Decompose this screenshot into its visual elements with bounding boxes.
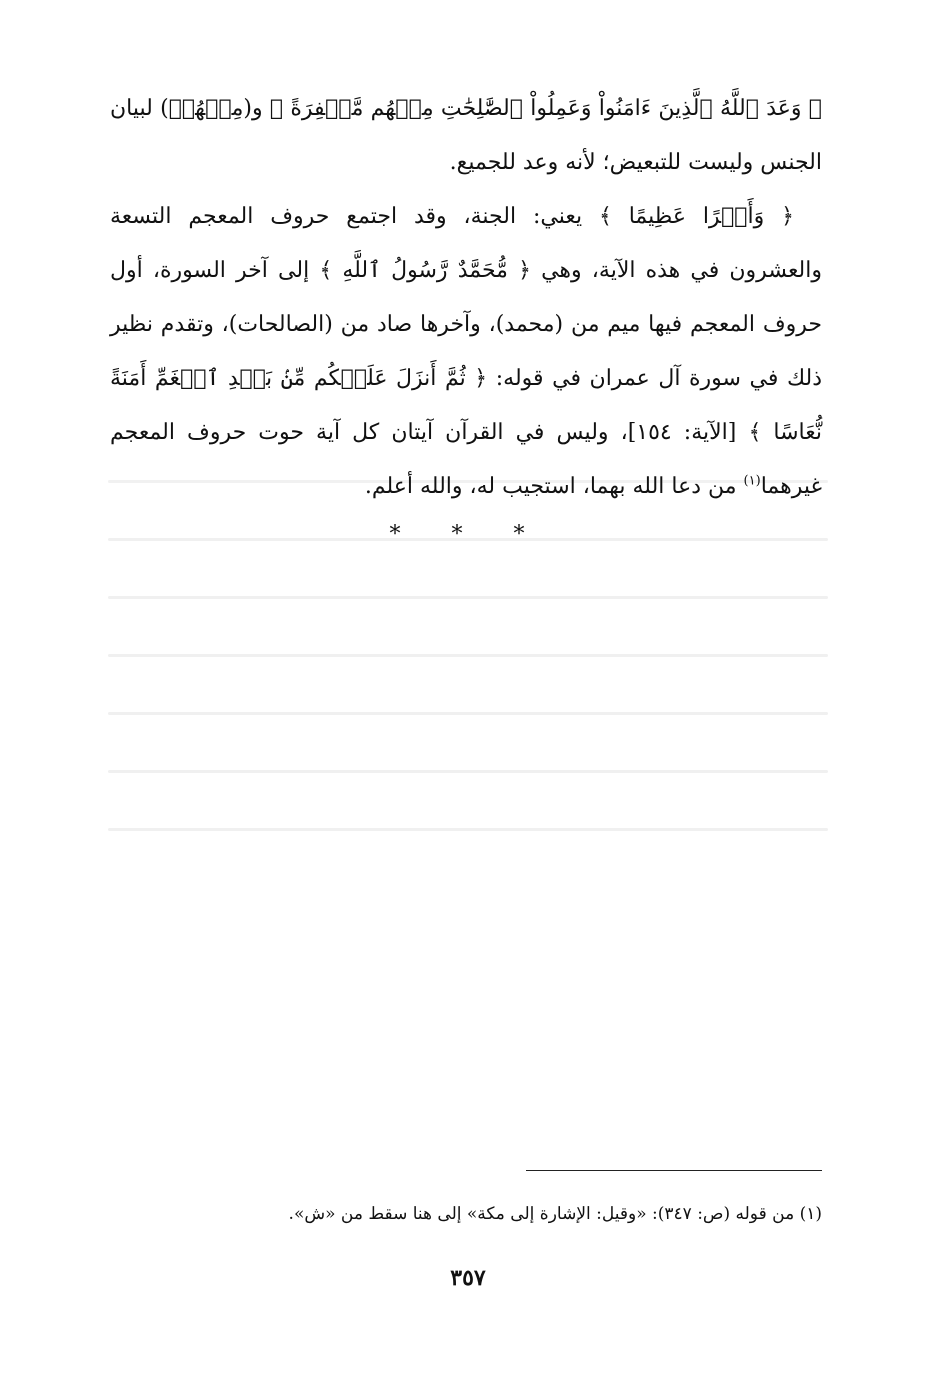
footnote-divider xyxy=(526,1170,822,1171)
paragraph-1: ﴿ وَعَدَ ٱللَّهُ ٱلَّذِينَ ءَامَنُواْ وَعَمِلُواْ ٱلصَّٰلِحَٰتِ مِنۡهُم مَّغۡفِرَةً ﴾ و(مِنۡهُمۡ) لبيان الجنس وليست للتبعيض؛ لأنه وعد للجميع. xyxy=(110,96,822,175)
paragraph-2-end: من دعا الله بهما، استجيب له، والله أعلم. xyxy=(364,474,744,499)
page-number: ٣٥٧ xyxy=(450,1265,486,1291)
section-separator: * * * xyxy=(389,522,547,547)
paragraph-2 xyxy=(110,190,822,514)
main-text xyxy=(110,82,822,514)
paragraph-2-text: ﴿ وَأَجۡرًا عَظِيمًا ﴾ يعني: الجنة، وقد اجتمع حروف المعجم التسعة والعشرون في هذه الآية، وهي ﴿ مُّحَمَّدٌ رَّسُولُ ٱللَّهِ ﴾ إلى آخر السورة، أول حروف المعجم فيها ميم من (محمد)، وآخرها صاد من (الصالحات)، وتقدم نظير ذلك في سورة آل عمران في قوله: ﴿ ثُمَّ أَنزَلَ عَلَيۡكُم مِّنۢ بَعۡدِ ٱلۡغَمِّ أَمَنَةً نُّعَاسًا ﴾ [الآية: ١٥٤]، وليس في القرآن آيتان كل آية حوت حروف المعجم غيرهما xyxy=(110,204,822,499)
footnote: (١) من قوله (ص: ٣٤٧): «وقيل: الإشارة إلى مكة» إلى هنا سقط من «ش». xyxy=(288,1204,822,1224)
footnote-reference: (١) xyxy=(743,473,761,489)
